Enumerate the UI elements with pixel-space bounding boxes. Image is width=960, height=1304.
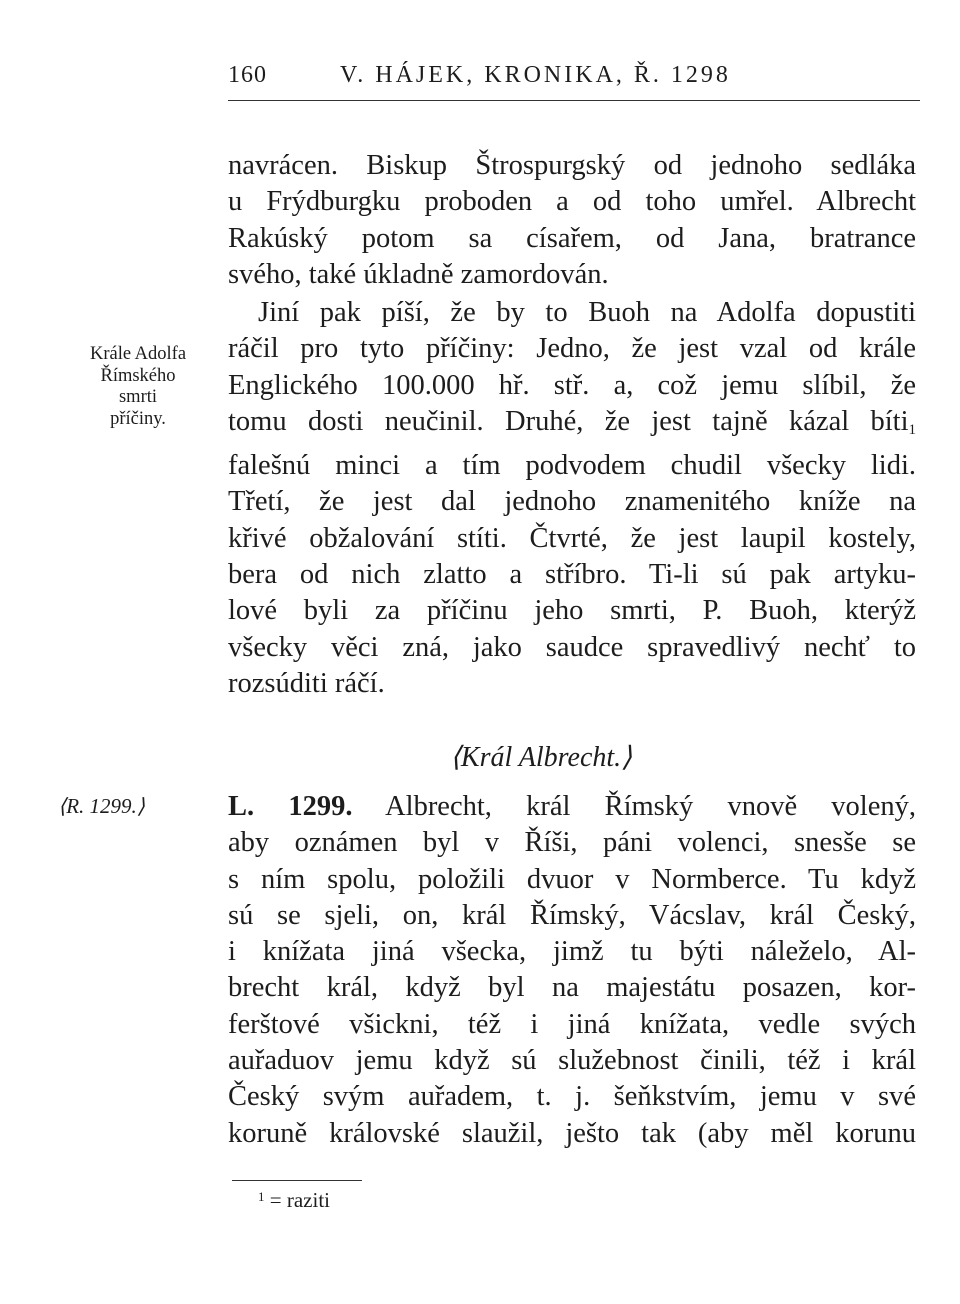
- section-heading: ⟨Král Albrecht.⟩: [450, 742, 633, 773]
- header-rule: [228, 100, 920, 101]
- text-line: lové byli za příčinu jeho smrti, P. Buoh, kterýž: [228, 595, 916, 627]
- text-line: Rakúský potom sa císařem, od Jana, bratrance: [228, 222, 916, 254]
- text-line: svého, také úkladně zamordován.: [228, 258, 609, 290]
- footnote-mark: 1: [258, 1189, 265, 1204]
- footnote-reference: 1: [908, 421, 916, 438]
- page-number: 160: [228, 62, 267, 88]
- year-label: L. 1299.: [228, 791, 353, 822]
- text-line: Jiní pak píší, že by to Buoh na Adolfa dopustiti: [258, 297, 916, 328]
- paragraph-2: [228, 295, 916, 702]
- text-line: sú se sjeli, on, král Římský, Vácslav, král Český,: [228, 899, 916, 931]
- text-line: falešnú minci a tím podvodem chudil všecky lidi.: [228, 450, 916, 482]
- text-line: navrácen. Biskup Štrospurgský od jednoho sedláka: [228, 150, 916, 181]
- paragraph-3: [228, 789, 916, 1152]
- text-line: bera od nich zlatto a stříbro. Ti-li sú pak artyku-: [228, 559, 916, 591]
- text-line-with-footnote: [228, 404, 916, 448]
- text-line: tomu dosti neučinil. Druhé, že jest tajně kázal bíti: [228, 405, 909, 437]
- margin-note-line: smrti: [118, 387, 158, 407]
- text-line: všecky věci zná, jako saudce spravedlivý nechť to: [228, 631, 916, 663]
- text-line: Albrecht, král Římský vnově volený,: [352, 791, 916, 822]
- paragraph-1: [228, 148, 916, 293]
- margin-note-line: příčiny.: [110, 408, 166, 429]
- footnote-text: = raziti: [264, 1188, 330, 1212]
- text-line: rozsúditi ráčí.: [228, 667, 385, 699]
- text-line: auřaduov jemu když sú služebnost činili, též i král: [228, 1045, 916, 1077]
- text-line: ferštové všickni, též i jiná knížata, vedle svých: [228, 1008, 916, 1040]
- footnote: [258, 1188, 330, 1213]
- footnote-rule: [232, 1180, 362, 1181]
- text-line: Englického 100.000 hř. stř. a, což jemu slíbil, že: [228, 369, 916, 401]
- text-line-first: [228, 789, 916, 825]
- text-line: koruně královské slaužil, ješto tak (aby měl korunu: [228, 1117, 916, 1149]
- running-title: V. HÁJEK, KRONIKA, Ř. 1298: [340, 62, 731, 88]
- text-line: u Frýdburgku proboden a od toho umřel. Albrecht: [228, 186, 916, 218]
- text-line: Třetí, že jest dal jednoho znamenitého kníže na: [228, 486, 916, 518]
- margin-note: [58, 344, 218, 430]
- text-line: s ním spolu, položili dvuor v Normberce. Tu když: [228, 863, 916, 895]
- text-line: brecht král, když byl na majestátu posazen, kor-: [228, 972, 916, 1004]
- text-line: aby oznámen byl v Říši, páni volenci, snesše se: [228, 827, 916, 859]
- margin-note-line: Krále Adolfa: [89, 344, 187, 364]
- text-line: Český svým auřadem, t. j. šeňkstvím, jemu v své: [228, 1081, 916, 1113]
- text-line: i knížata jiná všecka, jimž tu býti náleželo, Al-: [228, 936, 916, 968]
- page-header: [228, 62, 920, 96]
- text-line: křivé obžalování stíti. Čtvrté, že jest laupil kostely,: [228, 522, 916, 554]
- margin-note-line: Římského: [100, 365, 176, 386]
- year-margin-note: ⟨R. 1299.⟩: [58, 794, 145, 818]
- text-line: ráčil pro tyto příčiny: Jedno, že jest vzal od krále: [228, 333, 916, 365]
